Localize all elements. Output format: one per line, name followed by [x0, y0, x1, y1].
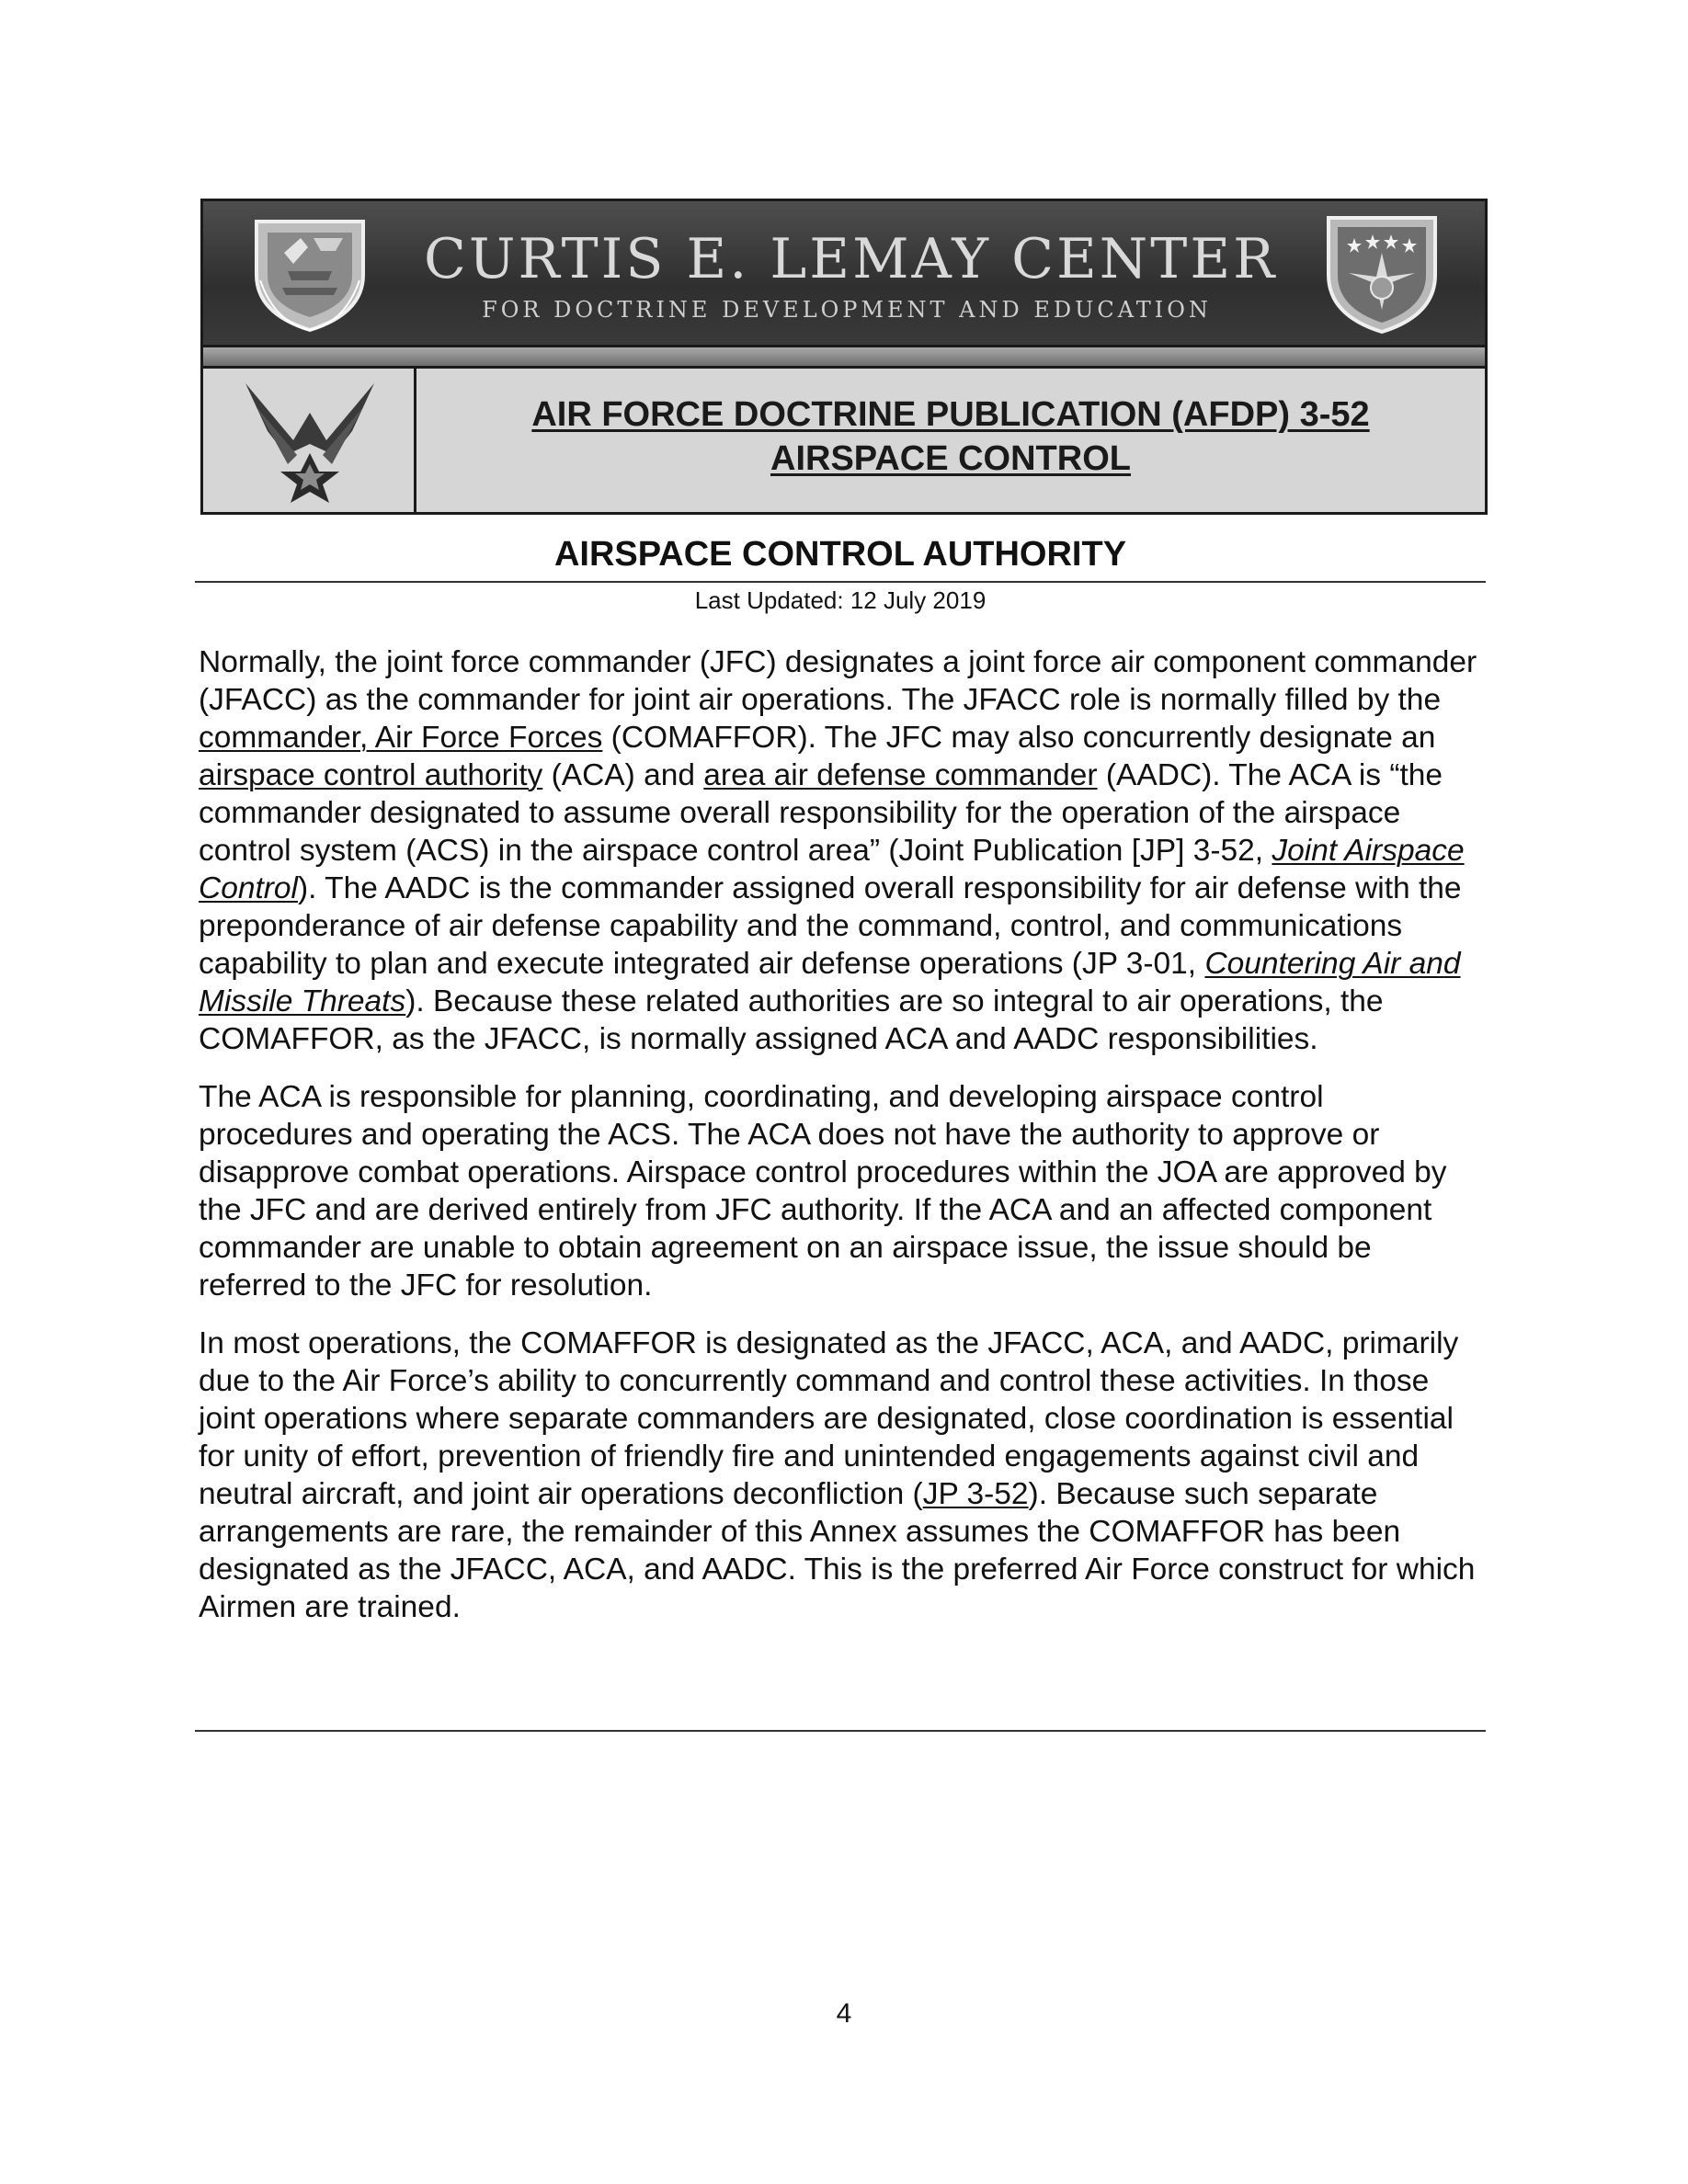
header-banner [200, 199, 1488, 515]
paragraph-3 [199, 1325, 1486, 1626]
banner-divider-strip [203, 347, 1485, 369]
paragraph-1-text-6: ). Because these related authorities are so integral to air operations, the COMAFFOR, as the JFACC, is normally assigned ACA and AADC responsibilities. [199, 984, 1384, 1056]
paragraph-2: The ACA is responsible for planning, coordinating, and developing airspace control procedures and operating the ACS. The ACA does not have the authority to approve or disapprove combat operations. Airspace control procedures within the JOA are approved by the JFC and are derived entirely from JFC authority. If the ACA and an affected component commander are unable to obtain agreement on an airspace issue, the issue should be referred to the JFC for resolution. [199, 1080, 1447, 1302]
paragraph-1-text-4: (AADC). The ACA is “the commander designated to assume overall responsibility for the operation of the airspace control system (ACS) in the airspace control area” (Joint Publication [JP] 3-52, [199, 758, 1443, 868]
center-title: CURTIS E. LEMAY CENTER [424, 227, 1278, 291]
air-university-seal-icon [247, 210, 372, 336]
link-area-air-defense-commander[interactable]: area air defense commander [703, 758, 1098, 792]
section-title: AIRSPACE CONTROL AUTHORITY [553, 535, 1127, 574]
paragraph-3-text-1: In most operations, the COMAFFOR is designated as the JFACC, ACA, and AADC, primarily due to the Air Force’s ability to concurrently command and control these activities. In those joint operations where separate commanders are designated, close coordination is essential for unity of effort, prevention of friendly fire and unintended engagements against civil and neutral aircraft, and joint air operations deconfliction ( [199, 1326, 1459, 1511]
publication-title-line-2: AIRSPACE CONTROL [770, 439, 1131, 478]
publication-title-line-1: AIR FORCE DOCTRINE PUBLICATION (AFDP) 3-52 [531, 395, 1370, 434]
link-joint-airspace-control[interactable]: Joint Airspace Control [199, 834, 1465, 905]
link-airspace-control-authority[interactable]: airspace control authority [199, 758, 543, 792]
paragraph-3-text-2: ). Because such separate arrangements are rare, the remainder of this Annex assumes the COMAFFOR has been designated as the JFACC, ACA, and AADC. This is the preferred Air Force construct for which Airmen are trained. [199, 1477, 1476, 1624]
link-commander-air-force-forces[interactable]: commander, Air Force Forces [199, 721, 603, 755]
publication-panel [203, 369, 1485, 512]
page-number: 4 [836, 1998, 852, 2029]
link-jp-3-52[interactable]: JP 3-52 [922, 1477, 1029, 1511]
paragraph-1-text-1: Normally, the joint force commander (JFC) designates a joint force air component commander (JFACC) as the commander for joint air operations. The JFACC role is normally filled by the [199, 645, 1477, 717]
air-force-wing-logo-icon [242, 376, 378, 505]
footer-rule [195, 1730, 1486, 1732]
paragraph-1-text-5: ). The AADC is the commander assigned overall responsibility for air defense with the preponderance of air defense capability and the command, control, and communications capability to plan and execute integrated air defense operations (JP 3-01, [199, 871, 1462, 981]
paragraph-1-text-2: (COMAFFOR). The JFC may also concurrently designate an [602, 721, 1436, 755]
lemay-center-seal-icon [1319, 210, 1444, 336]
document-body [199, 643, 1486, 1646]
heading-rule [195, 581, 1486, 583]
link-countering-air-and-missile-threats[interactable]: Countering Air and Missile Threats [199, 947, 1461, 1018]
center-subtitle: FOR DOCTRINE DEVELOPMENT AND EDUCATION [482, 297, 1212, 323]
last-updated-text: Last Updated: 12 July 2019 [694, 586, 987, 614]
wing-logo-cell [203, 369, 416, 512]
publication-title [416, 392, 1485, 481]
paragraph-1-text-3: (ACA) and [542, 758, 704, 792]
paragraph-1 [199, 643, 1486, 1058]
banner-top-panel [203, 201, 1485, 347]
